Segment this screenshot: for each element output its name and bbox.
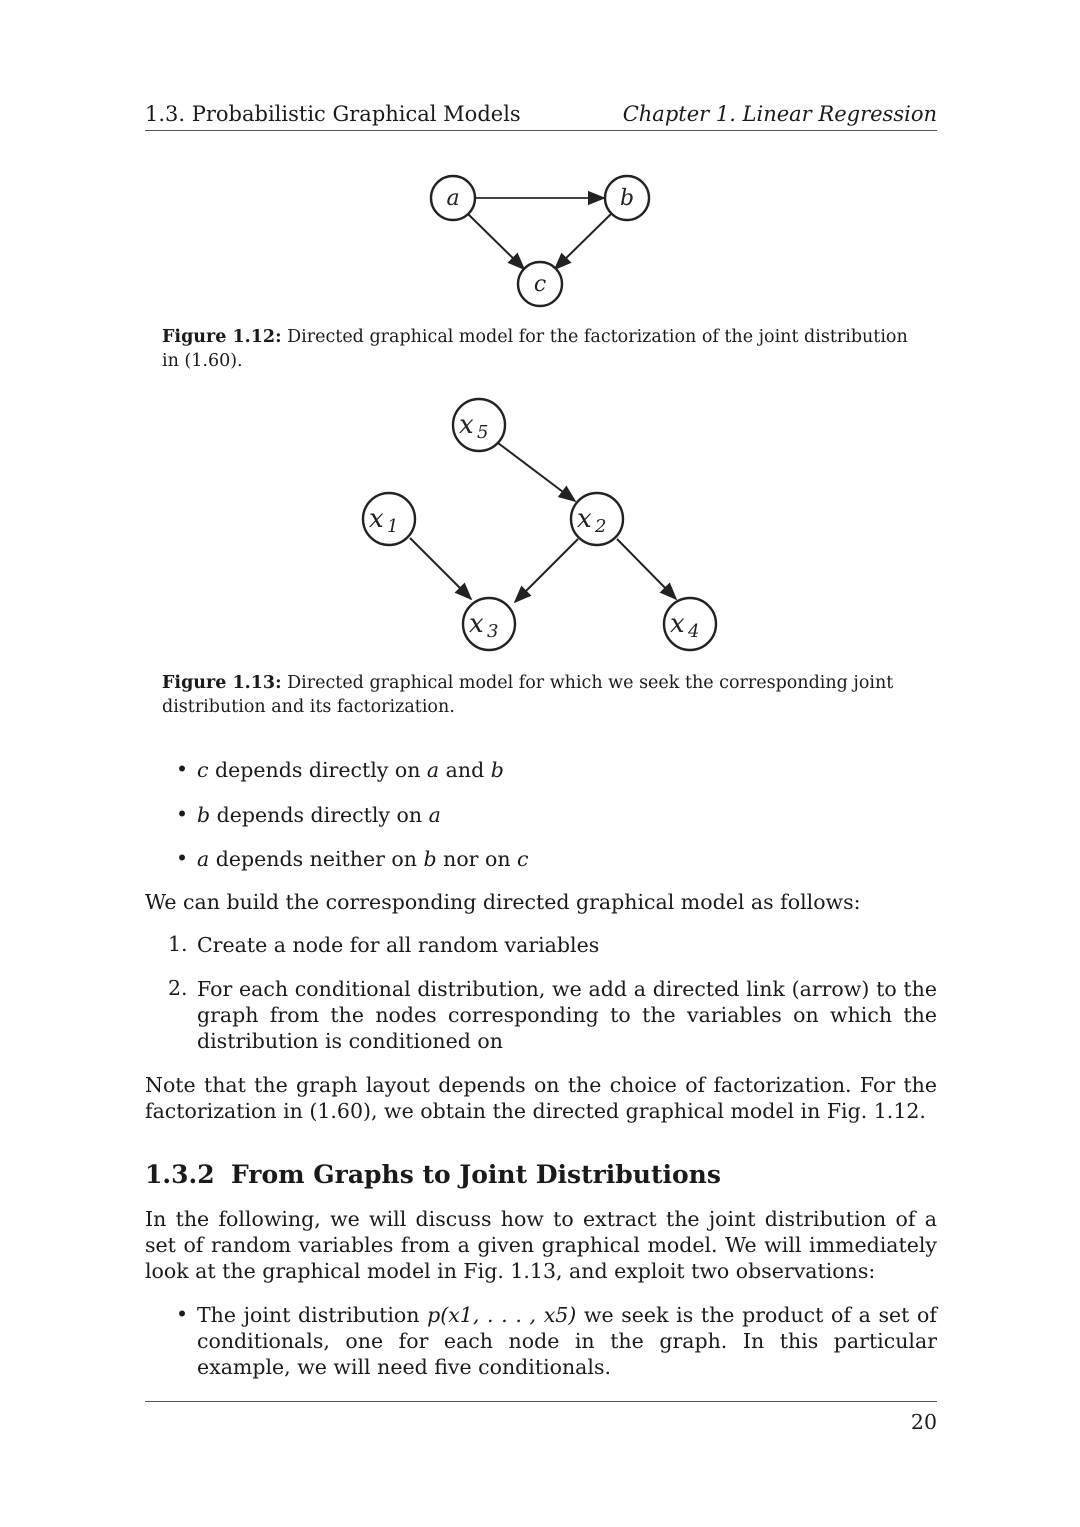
- bullet-marker: •: [176, 846, 189, 870]
- bullet-marker: •: [176, 757, 189, 781]
- node-a: [431, 176, 475, 220]
- svg-text:4: 4: [688, 621, 700, 642]
- section-number: 1.3.2: [145, 1160, 215, 1189]
- caption-label: Figure 1.13:: [162, 673, 282, 693]
- section-intro-paragraph: In the following, we will discuss how to extract the joint distribution of a set of random variables from a given graphical model. We will immediately look at the graphical model in Fig. 1.13, and exploit two observations:: [145, 1207, 937, 1283]
- svg-text:x: x: [670, 609, 685, 639]
- math-var: b: [197, 803, 211, 827]
- caption-label: Figure 1.12:: [162, 327, 282, 347]
- edge-x1-x3: [410, 538, 471, 599]
- dependency-item: [197, 757, 937, 783]
- node-x5: [453, 399, 505, 451]
- text: nor on: [436, 847, 518, 871]
- node-x4: [664, 598, 716, 650]
- math-var: b: [423, 847, 437, 871]
- svg-text:x: x: [469, 609, 484, 639]
- bullet-marker: •: [176, 802, 189, 826]
- header-section-title: 1.3. Probabilistic Graphical Models: [145, 102, 521, 126]
- bullet-marker: •: [176, 1302, 189, 1326]
- svg-text:c: c: [533, 272, 547, 297]
- text: depends directly on: [208, 758, 427, 782]
- svg-text:5: 5: [477, 422, 489, 443]
- edge-a-c: [468, 214, 524, 269]
- math-var: a: [426, 758, 440, 782]
- caption-text: Directed graphical model for the factorization of the joint distribution in (1.60).: [162, 327, 908, 371]
- svg-text:3: 3: [487, 621, 499, 642]
- svg-text:a: a: [446, 186, 460, 211]
- footer-rule: [145, 1401, 937, 1402]
- node-x3: [463, 598, 515, 650]
- math-var: c: [197, 758, 209, 782]
- node-x1: [363, 493, 415, 545]
- figure-1-13-graph: [355, 393, 725, 658]
- text: depends neither on: [209, 847, 424, 871]
- svg-text:b: b: [619, 186, 635, 211]
- header-chapter-title: Chapter 1. Linear Regression: [622, 102, 937, 126]
- edge-x2-x4: [617, 539, 676, 599]
- section-heading: [145, 1160, 721, 1189]
- observation-item: [197, 1302, 937, 1380]
- section-title: From Graphs to Joint Distributions: [231, 1160, 721, 1189]
- svg-text:2: 2: [595, 516, 607, 537]
- note-paragraph: Note that the graph layout depends on the choice of factorization. For the factorization in (1.60), we obtain the directed graphical model in Fig. 1.12.: [145, 1073, 937, 1123]
- node-x2: [571, 493, 623, 545]
- figure-1-13-caption: [162, 671, 918, 719]
- svg-text:x: x: [459, 410, 474, 440]
- edge-x5-x2: [498, 443, 575, 501]
- node-c: [518, 262, 562, 306]
- step-text: For each conditional distribution, we add a directed link (arrow) to the graph from the nodes corresponding to the variables on which the distribution is conditioned on: [197, 977, 937, 1053]
- edge-b-c: [555, 214, 611, 269]
- svg-text:1: 1: [387, 516, 399, 537]
- step-number: 1.: [168, 932, 188, 956]
- caption-text: Directed graphical model for which we seek the corresponding joint distribution and its factorization.: [162, 673, 894, 717]
- svg-text:x: x: [577, 504, 592, 534]
- running-header: [145, 100, 937, 131]
- build-intro-paragraph: We can build the corresponding directed graphical model as follows:: [145, 890, 861, 914]
- math-var: a: [428, 803, 441, 827]
- step-text: Create a node for all random variables: [197, 933, 600, 957]
- figure-1-12-caption: [162, 325, 918, 373]
- math-var: a: [197, 847, 210, 871]
- text: we seek is the product of a set of conditionals, one for each node in the graph. In this particular example, we will need five conditionals.: [197, 1303, 937, 1379]
- math-expression: p(x1, . . . , x5): [427, 1303, 577, 1327]
- dependency-item: [197, 846, 937, 872]
- dependency-item: [197, 802, 937, 828]
- page-number: 20: [910, 1410, 937, 1434]
- text: The joint distribution: [197, 1303, 428, 1327]
- math-var: b: [490, 758, 504, 782]
- svg-text:x: x: [369, 504, 384, 534]
- text: and: [439, 758, 491, 782]
- figure-1-12-graph: [420, 165, 660, 315]
- step-number: 2.: [168, 976, 188, 1000]
- math-var: c: [517, 847, 529, 871]
- node-b: [605, 176, 649, 220]
- text: depends directly on: [210, 803, 429, 827]
- edge-x2-x3: [515, 539, 578, 602]
